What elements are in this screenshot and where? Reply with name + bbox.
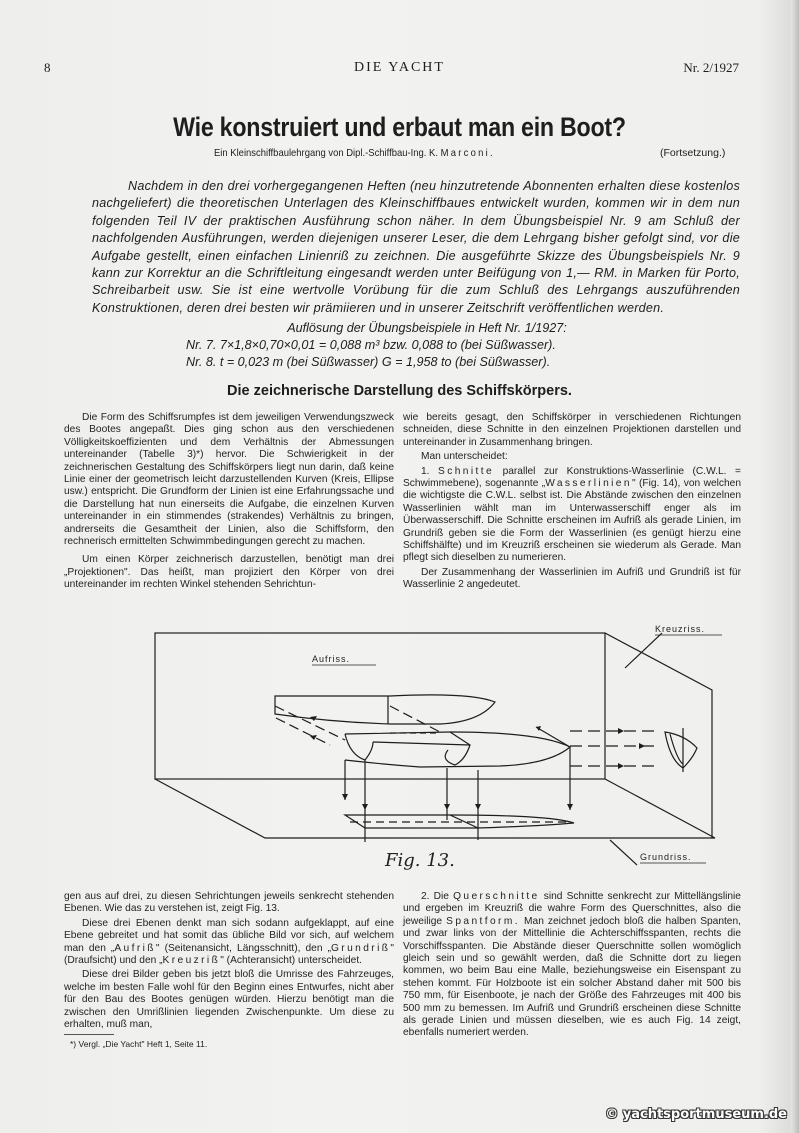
- page-number: 8: [44, 60, 51, 75]
- label-grundriss: Grundriss.: [640, 852, 692, 862]
- body-paragraph: Man unterscheidet:: [421, 451, 508, 463]
- body-paragraph: Der Zusammenhang der Wasserlinien im Aufriß und Grundriß ist für Wasserlinie 2 angedeutet.: [403, 566, 741, 591]
- body-paragraph: 1. Schnitte parallel zur Konstruktions-Wasserlinie (C.W.L. = Schwimmebene), sogenannte „Wasserlinien" (Fig. 14), von welchen die wichtigste die C.W.L. selbst ist. Die Abstände zwischen den einzelnen Wasserlinien wählt man im Unterwasserschiff enger als im Überwasserschiff. Die Schnitte erscheinen im Aufriß als gerade Linien, im Grundriß geben sie die Form der Wasserlinien (es genügt hierzu eine Schiffshälfte) und im Kreuzriß erscheinen sie wiederum als Gerade. Man pflegt sich dieselben zu numerieren.: [403, 465, 741, 564]
- article-subtitle: [214, 147, 495, 159]
- solution-row: Nr. 7. 7×1,8×0,70×0,01 = 0,088 m³ bzw. 0,088 to (bei Süßwasser).: [186, 338, 556, 352]
- body-paragraph: Die Form des Schiffsrumpfes ist dem jeweiligen Verwendungszweck des Bootes angepaßt. Dies ging schon aus den verschiedenen Völligkeitskoeffizienten und dem Verhältnis der Abmessungen untereinander (Tabelle 3)*) hervor. Die Schwierigkeit in der zeichnerischen Gestaltung des Schiffskörpers liegt nun darin, daß keine Linie einer der geometrisch leicht darzustellenden Kurven (Kreis, Ellipse usw.) entspricht. Die Grundform der Linien ist eine Erfahrungssache und die Darstellung hat nun einerseits die Aufgabe, die einzelnen Kurven untereinander in ein stimmendes (strakendes) Verhältnis zu bringen, andrerseits die Gesamtheit der Linien, also die Schiffsform, den rechnerisch ermittelten Schwimmbedingungen gerecht zu machen.: [64, 412, 394, 548]
- page-edge-shadow: [791, 0, 799, 1133]
- body-paragraph: wie bereits gesagt, den Schiffskörper in verschiedenen Richtungen schneiden, diese Schnitte in den einzelnen Projektionen darstellen und untereinander in Zusammenhang bringen.: [403, 412, 741, 448]
- spaced-term: Kreuzriß: [162, 955, 221, 967]
- journal-name: DIE YACHT: [354, 60, 445, 75]
- intro-text: Nachdem in den drei vorhergegangenen Heften (neu hinzutretende Abonnenten erhalten diese kostenlos nachgeliefert) die theoretischen Unterlagen des Kleinschiffbaues entwickelt wurden, kommen wir in dem nun folgenden Teil IV der praktischen Ausführung schon näher. In dem Übungsbeispiel Nr. 9 am Schluß der nachfolgenden Ausführungen, werden diejenigen unserer Leser, die dem Lehrgang bisher gefolgt sind, vor die Aufgabe gestellt, einen einfachen Linienriß zu zeichnen. Die ausgeführte Skizze des Übungsbeispiels Nr. 9 kann zur Korrektur an die Schriftleitung eingesandt werden unter Beifügung von 1,— RM. in Marken für Porto, Schreibarbeit usw. Sie ist eine wertvolle Vorübung für die zum Schluß des Lehrgangs auszuführenden Konstruktionen, deren drei besten wir prämiieren und in unserer Zeitschrift veröffentlichen werden.: [92, 179, 740, 315]
- spaced-term: Grundriß: [330, 942, 391, 954]
- figure-13-projection-diagram: [80, 610, 740, 880]
- body-paragraph: 2. Die Querschnitte sind Schnitte senkrecht zur Mittellängslinie und ergeben im Kreuzriß die wahre Form des Querschnittes, also die jeweilige Spantform. Man zeichnet jedoch bloß die halben Spanten, und zwar links von der Mittellinie die Achterschiffsspanten, rechts die Vorschiffsspanten. Die Abstände dieser Querschnitte sollen womöglich gleich sein und so gewählt werden, daß die Schnitte dort zu liegen kommen, wo beim Bau eine Malle, beziehungsweise ein Eisenspant zu stehen kommt. Für Holzboote ist ein solcher Abstand daher mit 500 bis 750 mm, für Eisenboote, je nach der Größe des Fahrzeuges mit 400 bis 500 mm zu bemessen. Im Aufriß und Grundriß erscheinen diese Schnitte als gerade Linien und müssen dieselben, wie es auch Fig. 14 zeigt, ebenfalls numeriert werden.: [403, 891, 741, 1039]
- column-top-right: [403, 412, 741, 592]
- running-head: [0, 60, 799, 80]
- column-top-left: [64, 412, 394, 592]
- label-kreuzriss: Kreuzriss.: [655, 624, 706, 634]
- section-heading: Die zeichnerische Darstellung des Schiffskörpers.: [227, 383, 572, 399]
- exercise-solutions: [150, 320, 670, 371]
- body-paragraph: Diese drei Ebenen denkt man sich sodann aufgeklappt, auf eine Ebene gebreitet und hat somit das übliche Bild vor sich, auf welchem man den „Aufriß" (Seitenansicht, Längsschnitt), den „Grundriß" (Draufsicht) und den „Kreuzriß" (Achteransicht) unterscheidet.: [64, 917, 394, 967]
- projection-drawing: [80, 610, 740, 880]
- spaced-term: Aufriß: [114, 942, 156, 954]
- figure-caption: Fig. 13.: [385, 850, 455, 871]
- author-surname: Marconi.: [440, 147, 495, 159]
- solutions-heading: Auflösung der Übungsbeispiele in Heft Nr. 1/1927:: [287, 321, 567, 335]
- body-paragraph: Diese drei Bilder geben bis jetzt bloß die Umrisse des Fahrzeuges, welche im besten Falle wohl für den Beginn eines Entwurfes, nicht aber für den Bau des Bootes genügen würden. Hierzu benötigt man die zwischen den Umrißlinien liegenden Zwischenpunkte. Um diese zu erhalten, muß man,: [64, 969, 394, 1031]
- continuation-note: (Fortsetzung.): [660, 147, 726, 159]
- aufriss-plane: [155, 633, 605, 779]
- footnote: *) Vergl. „Die Yacht" Heft 1, Seite 11.: [70, 1039, 208, 1049]
- subtitle-prefix: Ein Kleinschiffbaulehrgang von Dipl.-Schiffbau-Ing. K.: [214, 147, 438, 159]
- column-bottom-right: [403, 891, 741, 1040]
- column-bottom-left: [64, 891, 394, 1031]
- intro-paragraph: [92, 178, 740, 317]
- copyright-watermark: © yachtsportmuseum.de: [605, 1107, 787, 1122]
- spaced-term: Spantform.: [446, 915, 520, 927]
- spaced-term: Querschnitte: [453, 891, 540, 902]
- body-paragraph: Um einen Körper zeichnerisch darzustellen, benötigt man drei „Projektionen". Das heißt, man projiziert den Körper von drei untereinander im rechten Winkel stehenden Sehrichtun-: [64, 554, 394, 591]
- label-aufriss: Aufriss.: [312, 654, 351, 664]
- issue-number: Nr. 2/1927: [683, 60, 739, 75]
- footnote-rule: [64, 1034, 114, 1035]
- body-paragraph: gen aus auf drei, zu diesen Sehrichtungen jeweils senkrecht stehenden Ebenen. Wie das zu verstehen ist, zeigt Fig. 13.: [64, 891, 394, 915]
- solution-row: Nr. 8. t = 0,023 m (bei Süßwasser) G = 1,958 to (bei Süßwasser).: [186, 355, 551, 369]
- spaced-term: Wasserlinien: [545, 478, 632, 490]
- article-title: Wie konstruiert und erbaut man ein Boot?: [173, 112, 626, 142]
- spaced-term: Schnitte: [438, 465, 495, 477]
